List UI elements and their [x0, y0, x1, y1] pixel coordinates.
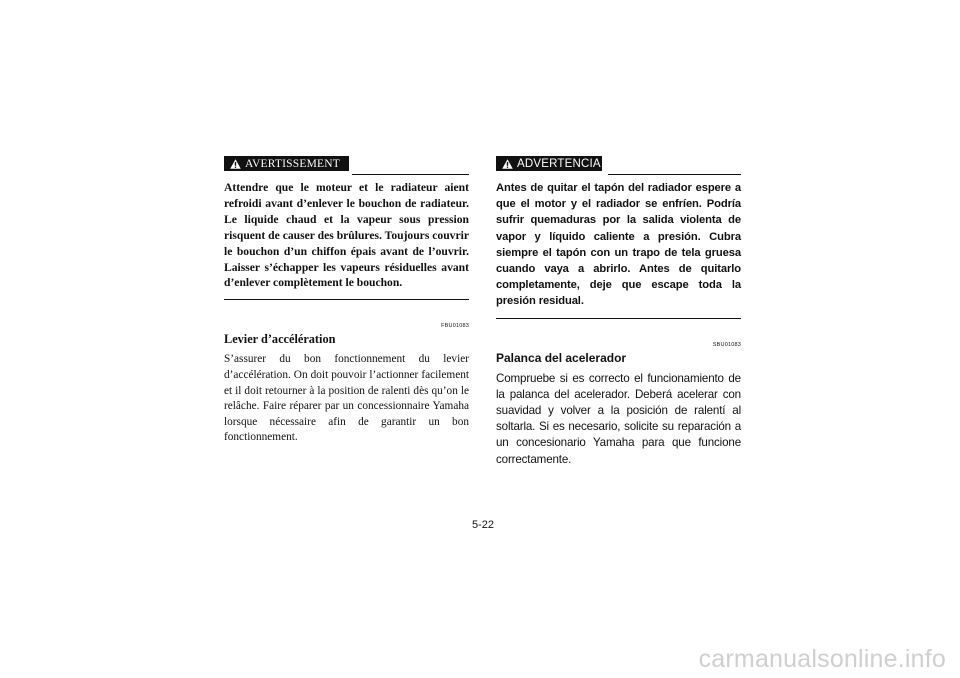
warning-text: Attendre que le moteur et le radiateur aient refroidi avant d’enlever le bouchon de radiateur. Le liquide chaud et la vapeur sous pression risquent de causer des brûlures. Toujours couvrir le bouchon d’un chiffon épais avant de l’ouvrir. Laisser s’échapper les vapeurs résiduelles avant d’enlever complètement le bouchon.: [224, 181, 469, 290]
warning-header: [496, 155, 741, 175]
warning-badge: [496, 156, 602, 171]
section-code: FBU01083: [441, 323, 469, 330]
warning-top-rule: [352, 174, 469, 175]
warning-header: [224, 155, 469, 175]
section-title: Palanca del acelerador: [496, 350, 627, 365]
section-code: SBU01083: [712, 341, 741, 348]
warning-bottom-rule: [496, 318, 741, 319]
page-number: 5-22: [472, 519, 495, 531]
warning-top-rule: [608, 174, 741, 175]
watermark: carmanualsonline.info: [698, 645, 946, 673]
warning-triangle-icon: [230, 159, 241, 169]
warning-text: Antes de quitar el tapón del radiador espere a que el motor y el radiador se enfríen. Podría sufrir quemaduras por la salida violenta de vapor y líquido caliente a presión. Cubra siempre el tapón con un trapo de tela gruesa cuando vaya a abrirlo. Antes de quitarlo completamente, deje que escape toda la presión residual.: [496, 182, 741, 308]
warning-badge: [224, 156, 349, 171]
body-text: S’assurer du bon fonctionnement du levier d’accélération. On doit pouvoir l’actionner facilement et il doit retourner à la position de ralenti dès qu’on le relâche. Faire réparer par un concessionnaire Yamaha lorsque nécessaire afin de garantir un bon fonctionnement.: [224, 353, 469, 444]
warning-triangle-icon: [502, 159, 513, 169]
body-text: Compruebe si es correcto el funcionamiento de la palanca del acelerador. Deberá acelerar con suavidad y volver a la posición de ralentí al soltarla. Si es necesario, solicite su reparación a un concesionario Yamaha para que funcione correctamente.: [496, 371, 741, 466]
warning-label: AVERTISSEMENT: [245, 157, 340, 170]
french-column: [224, 155, 469, 446]
warning-label: ADVERTENCIA: [517, 157, 601, 170]
section-title: Levier d’accélération: [224, 332, 336, 347]
spanish-column: [496, 155, 741, 468]
warning-bottom-rule: [224, 299, 469, 300]
